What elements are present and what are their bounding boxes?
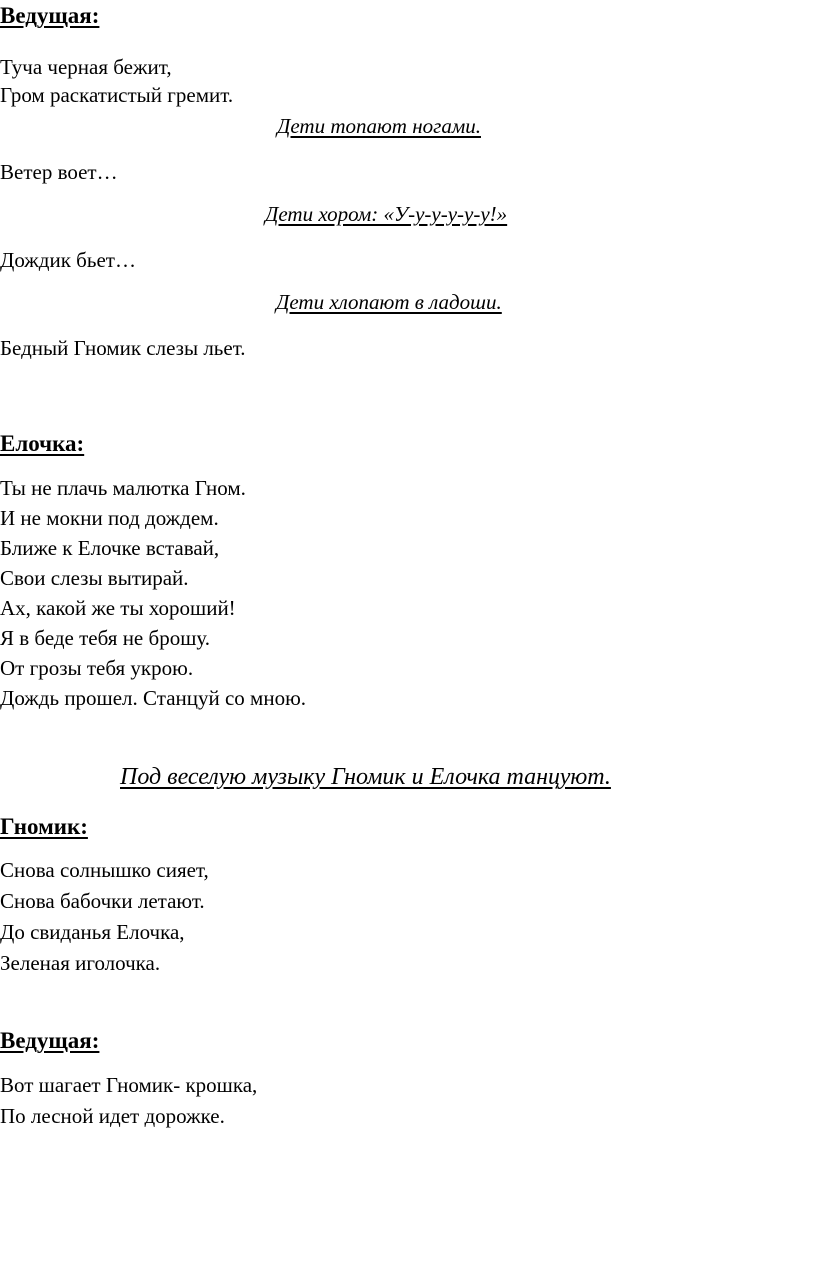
stage-direction: Дети топают ногами. — [277, 114, 481, 138]
verse-line: И не мокни под дождем. — [0, 506, 219, 530]
verse-line: По лесной идет дорожке. — [0, 1104, 225, 1128]
verse-line: Я в беде тебя не брошу. — [0, 626, 211, 650]
verse-line: Снова бабочки летают. — [0, 889, 205, 913]
stage-direction: Дети хлопают в ладоши. — [276, 290, 502, 314]
stage-direction-dance: Под веселую музыку Гномик и Елочка танцуют. — [120, 764, 611, 790]
verse-line: Бедный Гномик слезы льет. — [0, 336, 246, 360]
verse-line: Ах, какой же ты хороший! — [0, 596, 236, 620]
verse-line: Ветер воет… — [0, 160, 118, 184]
speaker-heading-gnome: Гномик: — [0, 814, 88, 839]
verse-line: Ты не плачь малютка Гном. — [0, 476, 246, 500]
verse-line: Вот шагает Гномик- крошка, — [0, 1073, 258, 1097]
speaker-heading-tree: Елочка: — [0, 431, 85, 456]
speaker-heading-host-1: Ведущая: — [0, 3, 100, 28]
verse-line: Ближе к Елочке вставай, — [0, 536, 220, 560]
verse-line: Зеленая иголочка. — [0, 951, 161, 975]
speaker-heading-host-2: Ведущая: — [0, 1028, 100, 1053]
stage-direction: Дети хором: «У-у-у-у-у-у!» — [265, 202, 508, 226]
verse-line: До свиданья Елочка, — [0, 920, 185, 944]
verse-line: От грозы тебя укрою. — [0, 656, 194, 680]
verse-line: Дождь прошел. Станцуй со мною. — [0, 686, 307, 710]
verse-line: Дождик бьет… — [0, 248, 136, 272]
verse-line: Гром раскатистый гремит. — [0, 83, 234, 107]
verse-line: Снова солнышко сияет, — [0, 858, 209, 882]
verse-line: Свои слезы вытирай. — [0, 566, 189, 590]
verse-line: Туча черная бежит, — [0, 55, 172, 79]
